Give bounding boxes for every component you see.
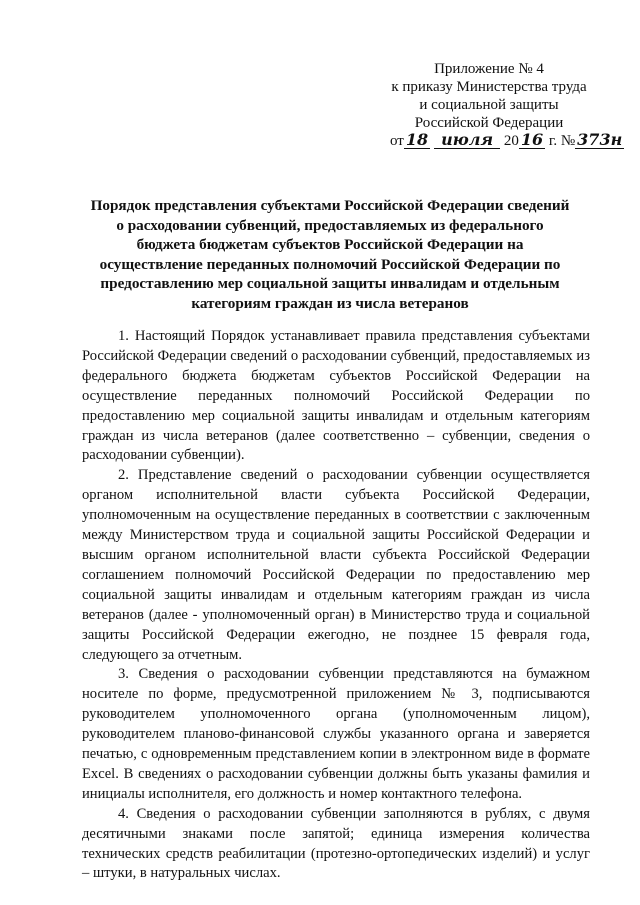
paragraph-4: 4. Сведения о расходовании субвенции заполняются в рублях, с двумя десятичными знаками после запятой; единица измерения количества технических средств реабилитации (протезно-ортопедических изделий) и услуг – штуки, в натуральных числах. (82, 805, 590, 882)
appendix-date-line (378, 130, 623, 150)
document-body (82, 327, 590, 884)
paragraph-3: 3. Сведения о расходовании субвенции представляются на бумажном носителе по форме, предусмотренной приложением № 3, подписываются руководителем уполномоченного органа (уполномоченным лицом), руководителем планово-финансовой службы указанного органа и заверяется печатью, с одновременным представлением копии в электронном виде в формате Excel. В сведениях о расходовании субвенции должны быть указаны фамилия и инициалы исполнителя, его должность и номер контактного телефона. (82, 666, 590, 802)
document-title: Порядок представления субъектами Российской Федерации сведений о расходовании субвенций, предоставляемых из федерального бюджета бюджетам субъектов Российской Федерации на осуществление переданных полномочий Российской Федерации по предоставлению мер социальной защиты инвалидам и отдельным категориям граждан из числа ветеранов (90, 197, 570, 312)
appendix-federation: Российской Федерации (414, 115, 564, 131)
appendix-ministry: и социальной защиты (419, 97, 559, 113)
handwritten-day: 18 (405, 130, 429, 149)
date-prefix: от (390, 133, 404, 149)
appendix-order-ref: к приказу Министерства труда (391, 79, 587, 95)
date-year-suffix: г. № (545, 133, 576, 149)
paragraph-2: 2. Представление сведений о расходовании субвенции осуществляется органом исполнительной власти субъекта Российской Федерации, уполномоченным на осуществление переданных в соответствии с заключенным между Министерством труда и социальной защиты Российской Федерации и высшим органом исполнительной власти субъекта Российской Федерации соглашением полномочий Российской Федерации по предоставлению мер социальной защиты инвалидам и отдельным категориям граждан из числа ветеранов (далее - уполномоченный орган) в Министерство труда и социальной защиты Российской Федерации ежегодно, не позднее 15 февраля года, следующего за отчетным. (82, 467, 590, 663)
appendix-header (378, 60, 623, 150)
date-year-prefix: 20 (503, 133, 519, 149)
handwritten-order-number: 373н (577, 130, 623, 149)
handwritten-month: июля (434, 132, 500, 149)
appendix-number: Приложение № 4 (434, 61, 544, 77)
paragraph-1: 1. Настоящий Порядок устанавливает правила представления субъектами Российской Федерации сведений о расходовании субвенций, предоставляемых из федерального бюджета бюджетам субъектов Российской Федерации на осуществление переданных полномочий Российской Федерации по предоставлению мер социальной защиты инвалидам и отдельным категориям граждан из числа ветеранов (далее соответственно – субвенции, сведения о расходовании субвенции). (82, 328, 590, 464)
handwritten-year: 16 (520, 130, 544, 149)
